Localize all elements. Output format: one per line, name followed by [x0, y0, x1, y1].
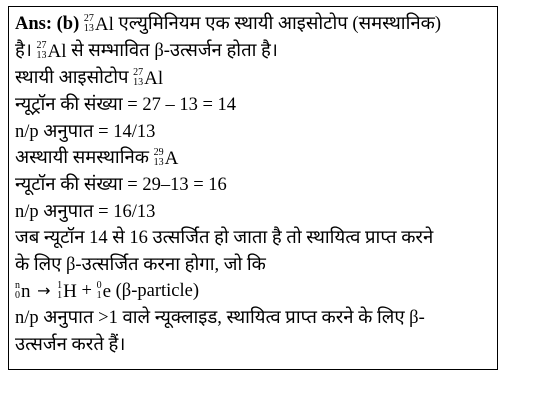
nuclide-hydrogen: 1 1 H [57, 280, 77, 302]
answer-box [8, 6, 498, 370]
line-text: से सम्भावित β-उत्सर्जन होता है। [66, 41, 278, 61]
nuclide-electron: 0 1 e [96, 280, 112, 302]
answer-line-8: n/p अनुपात = 16/13 [15, 201, 156, 222]
line-text: एल्युमिनियम एक स्थायी आइसोटोप (समस्थानिक) [113, 14, 442, 34]
answer-line-9: जब न्यूटॉन 14 से 16 उत्सर्जित हो जाता है तो स्थायित्व प्राप्त करने [15, 228, 434, 248]
answer-line-3: स्थायी आइसोटोप 27 13 Al [15, 65, 491, 92]
answer-label: Ans: (b) [15, 14, 80, 34]
answer-line-7: न्यूटॉन की संख्या = 29–13 = 16 [15, 175, 227, 195]
reaction-arrow-icon: → [37, 281, 51, 300]
answer-line-5: n/p अनुपात = 14/13 [15, 121, 156, 142]
nuclide-al-27: 27 13 Al [36, 40, 67, 62]
answer-line-2: है। 27 13 Al से सम्भावित β-उत्सर्जन होता है। [15, 38, 491, 65]
beta-particle-note: (β-particle) [111, 281, 199, 301]
nuclide-al-27: 27 13 Al [83, 13, 114, 35]
plus-sign: + [81, 281, 92, 301]
answer-line-4: न्यूट्रॉन की संख्या = 27 – 13 = 14 [15, 95, 237, 115]
answer-line-12: n/p अनुपात >1 वाले न्यूक्लाइड, स्थायित्व प्राप्त करने के लिए β- [15, 308, 425, 328]
nuclide-neutron: n 0 n [15, 280, 31, 302]
nuclide-a-29: 29 13 A [153, 147, 179, 169]
nuclide-al-27: 27 13 Al [133, 67, 164, 89]
answer-line-10: के लिए β-उत्सर्जित करना होगा, जो कि [15, 254, 266, 275]
answer-line-11-equation [15, 278, 491, 305]
answer-line-13: उत्सर्जन करते हैं। [15, 334, 126, 355]
answer-line-6: अस्थायी समस्थानिक 29 13 A [15, 145, 491, 172]
answer-line-1 [15, 11, 491, 38]
